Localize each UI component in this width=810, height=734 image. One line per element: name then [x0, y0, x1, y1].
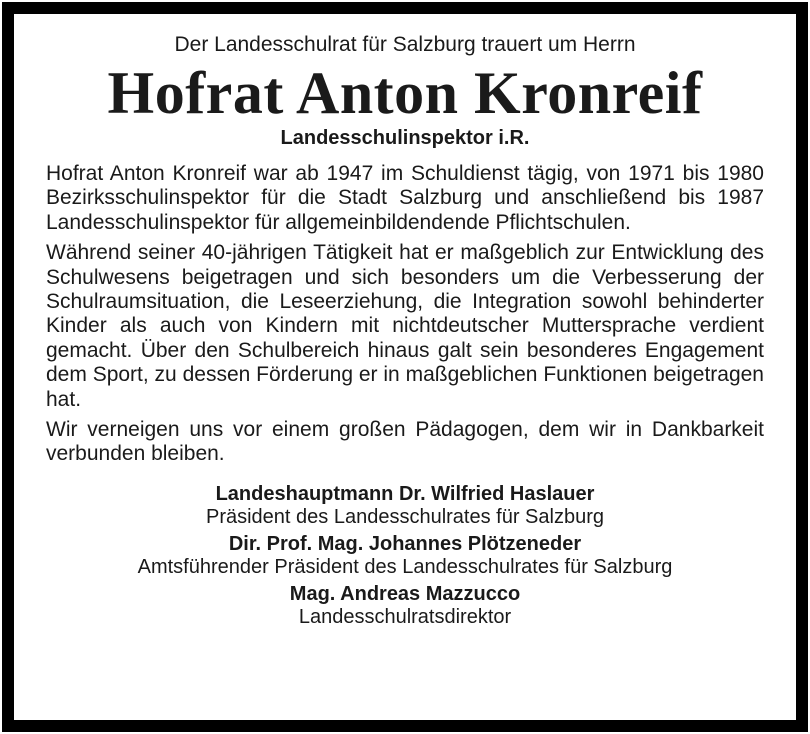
obituary-notice [14, 14, 796, 720]
body-paragraph-closing: Wir verneigen uns vor einem großen Pädagogen, dem wir in Dankbarkeit verbunden bleiben. [46, 418, 764, 466]
signer-title: Landesschulratsdirektor [298, 605, 512, 628]
signer-name: Mag. Andreas Mazzucco [289, 582, 521, 605]
signer-title: Amtsführender Präsident des Landesschulrates für Salzburg [137, 555, 673, 578]
notice-border [2, 2, 808, 732]
intro-line: Der Landesschulrat für Salzburg trauert um Herrn [174, 33, 636, 56]
obituary-body [46, 162, 764, 467]
deceased-role: Landesschulinspektor i.R. [280, 127, 530, 149]
deceased-name: Hofrat Anton Kronreif [107, 60, 703, 126]
signer-title: Präsident des Landesschulrates für Salzburg [205, 505, 604, 528]
signatories [46, 483, 764, 629]
body-paragraph-achievements: Während seiner 40-jährigen Tätigkeit hat er maßgeblich zur Entwicklung des Schulwesens beigetragen und sich besonders um die Verbesserung der Schulraumsituation, die Leseerziehung, die Integration sowohl behinderter Kinder als auch von Kindern mit nichtdeutscher Muttersprache verdient gemacht. Über den Schulbereich hinaus galt sein besonderes Engagement dem Sport, zu dessen Förderung er in maßgeblichen Funktionen beigetragen hat. [46, 241, 764, 411]
signer-name: Dir. Prof. Mag. Johannes Plötzeneder [228, 532, 582, 555]
body-paragraph-career: Hofrat Anton Kronreif war ab 1947 im Schuldienst tägig, von 1971 bis 1980 Bezirksschulinspektor für die Stadt Salzburg und anschließend bis 1987 Landesschulinspektor für allgemeinbildendende Pflichtschulen. [46, 162, 764, 234]
signer-name: Landeshauptmann Dr. Wilfried Haslauer [215, 482, 595, 505]
